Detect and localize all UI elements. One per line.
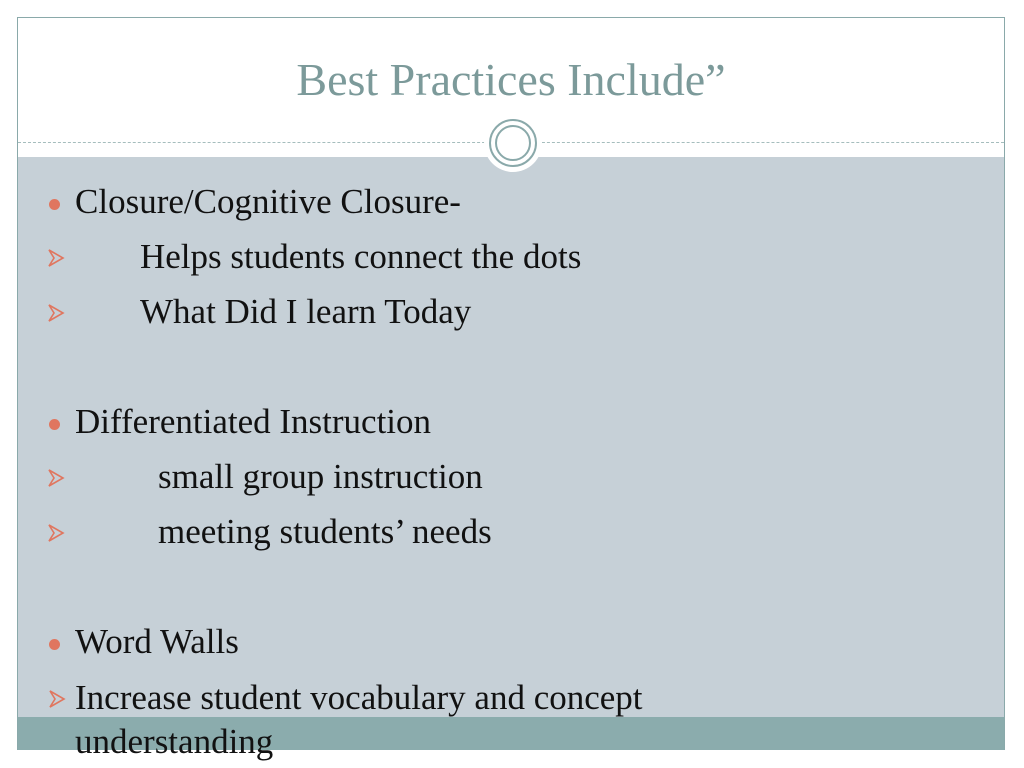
arrow-bullet-icon bbox=[47, 467, 67, 489]
list-item bbox=[0, 235, 1024, 279]
section-heading: Word Walls bbox=[75, 622, 239, 661]
list-item bbox=[0, 400, 1024, 444]
list-item bbox=[0, 455, 1024, 499]
arrow-bullet-icon bbox=[47, 522, 67, 544]
list-item bbox=[0, 676, 1024, 764]
round-bullet-icon bbox=[49, 419, 60, 430]
round-bullet-icon bbox=[49, 199, 60, 210]
sub-item: Increase student vocabulary and concept understanding bbox=[75, 678, 643, 761]
list-item bbox=[0, 290, 1024, 334]
sub-item: meeting students’ needs bbox=[158, 512, 492, 551]
sub-item: small group instruction bbox=[158, 457, 483, 496]
ring-inner bbox=[489, 119, 537, 167]
section-heading: Closure/Cognitive Closure- bbox=[75, 182, 461, 221]
slide-title: Best Practices Include” bbox=[296, 54, 726, 105]
list-item bbox=[0, 620, 1024, 664]
list-item bbox=[0, 510, 1024, 554]
round-bullet-icon bbox=[49, 639, 60, 650]
arrow-bullet-icon bbox=[48, 688, 68, 710]
section-heading: Differentiated Instruction bbox=[75, 402, 432, 441]
arrow-bullet-icon bbox=[47, 302, 67, 324]
list-item bbox=[0, 180, 1024, 224]
sub-item: What Did I learn Today bbox=[140, 292, 472, 331]
sub-item: Helps students connect the dots bbox=[140, 237, 582, 276]
arrow-bullet-icon bbox=[47, 247, 67, 269]
double-ring-icon bbox=[484, 114, 542, 172]
